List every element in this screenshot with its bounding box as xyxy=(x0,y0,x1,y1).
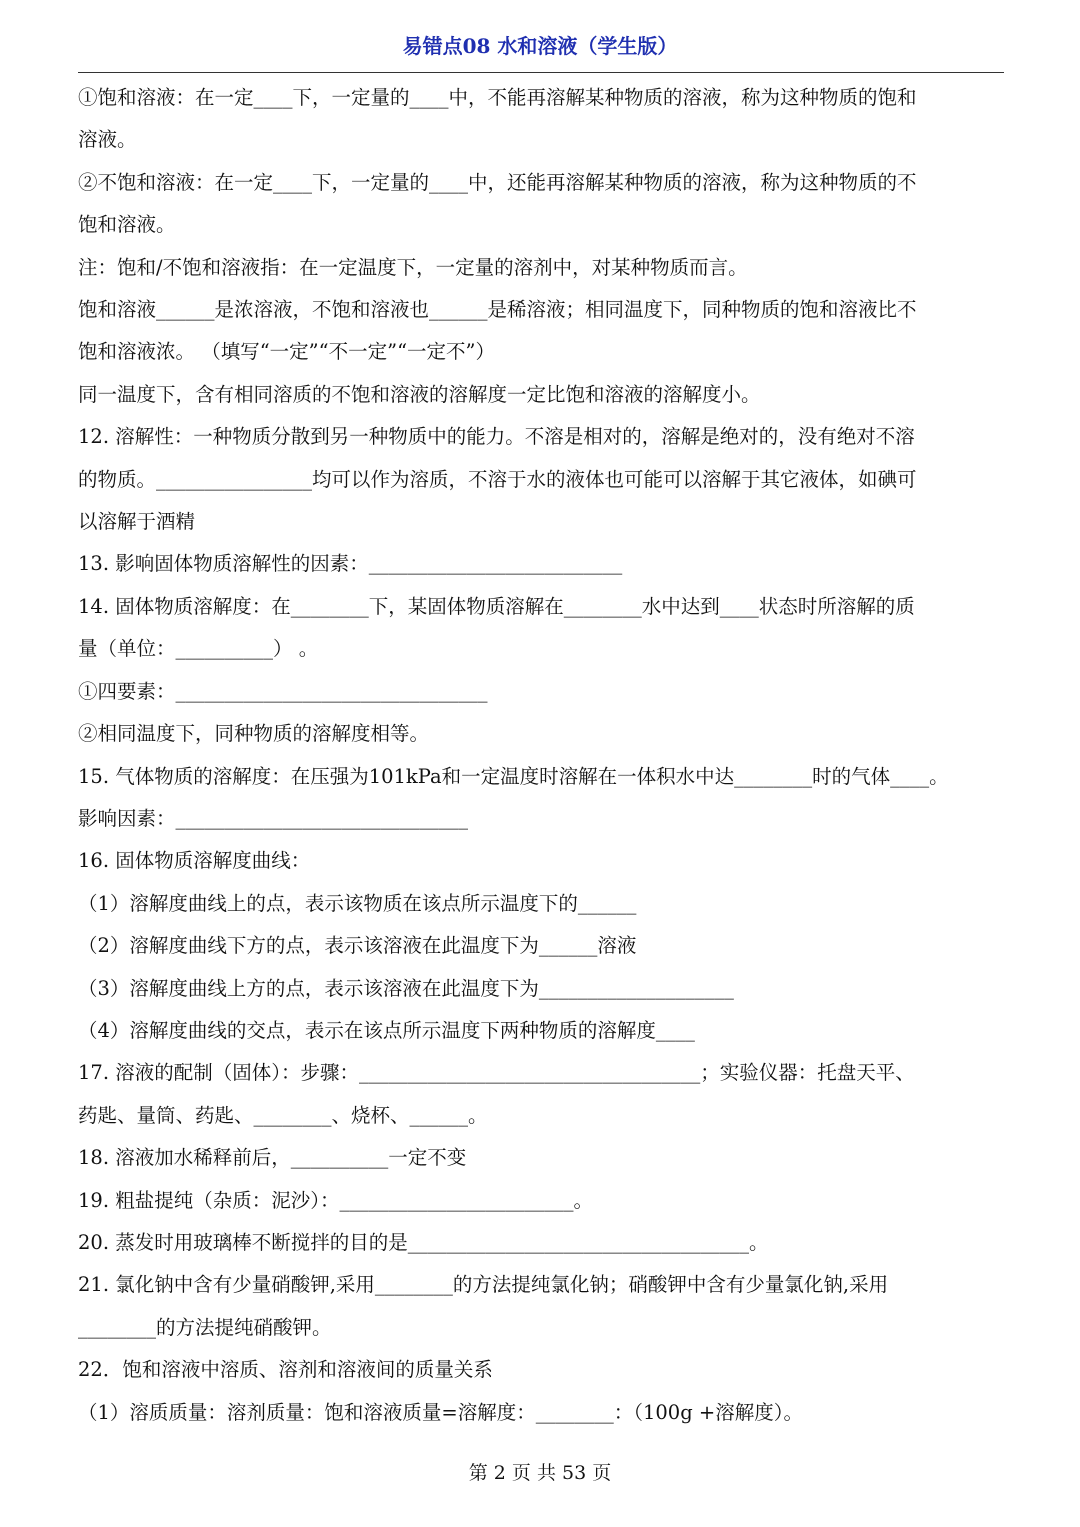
text-line: 12. 溶解性：一种物质分散到另一种物质中的能力。不溶是相对的，溶解是绝对的，没有绝对不溶 xyxy=(78,425,915,449)
text-line: 15. 气体物质的溶解度：在压强为101kPa和一定温度时溶解在一体积水中达________时的气体____。 xyxy=(78,764,949,788)
text-line: （1）溶解度曲线上的点，表示该物质在该点所示温度下的______ xyxy=(78,891,637,915)
text-line: ②不饱和溶液：在一定____下，一定量的____中，还能再溶解某种物质的溶液，称为这种物质的不 xyxy=(78,170,917,194)
text-line: 16. 固体物质溶解度曲线： xyxy=(78,849,311,873)
text-line: ①饱和溶液：在一定____下，一定量的____中，不能再溶解某种物质的溶液，称为这种物质的饱和 xyxy=(78,86,917,109)
text-line: 20. 蒸发时用玻璃棒不断搅拌的目的是___________________________________。 xyxy=(78,1230,769,1254)
text-line: 注：饱和/不饱和溶液指：在一定温度下，一定量的溶剂中，对某种物质而言。 xyxy=(78,255,748,279)
page-number-footer: 第 2 页 共 53 页 xyxy=(468,1462,612,1484)
text-line: 18. 溶液加水稀释前后，__________一定不变 xyxy=(78,1146,467,1170)
text-line: 量（单位：__________） 。 xyxy=(78,637,319,661)
text-line: 22．饱和溶液中溶质、溶剂和溶液间的质量关系 xyxy=(78,1358,493,1382)
text-line: 14. 固体物质溶解度：在________下，某固体物质溶解在________水中达到____状态时所溶解的质 xyxy=(78,594,915,618)
text-line: （4）溶解度曲线的交点，表示在该点所示温度下两种物质的溶解度____ xyxy=(78,1018,695,1042)
text-line: ②相同温度下，同种物质的溶解度相等。 xyxy=(78,722,430,746)
text-line: 21. 氯化钠中含有少量硝酸钾,采用________的方法提纯氯化钠；硝酸钾中含有少量氯化钠,采用 xyxy=(78,1273,889,1297)
text-line: 饱和溶液浓。 （填写“一定”“不一定”“一定不”） xyxy=(78,340,496,364)
text-line: （3）溶解度曲线上方的点，表示该溶液在此温度下为____________________ xyxy=(78,976,734,1000)
text-line: 的物质。________________均可以作为溶质，不溶于水的液体也可能可以溶解于其它液体，如碘可 xyxy=(78,467,917,491)
document-body xyxy=(78,77,1008,1434)
text-line: 13. 影响固体物质溶解性的因素：__________________________ xyxy=(78,552,623,576)
text-line: （1）溶质质量：溶剂质量：饱和溶液质量=溶解度：________：（100g +溶解度）。 xyxy=(78,1400,803,1424)
text-line: （2）溶解度曲线下方的点，表示该溶液在此温度下为______溶液 xyxy=(78,934,637,958)
text-line: 饱和溶液______是浓溶液，不饱和溶液也______是稀溶液；相同温度下，同种物质的饱和溶液比不 xyxy=(78,298,917,322)
text-line: ________的方法提纯硝酸钾。 xyxy=(78,1315,332,1339)
page-header-title: 易错点08 水和溶液（学生版） xyxy=(402,34,678,58)
text-line: 以溶解于酒精 xyxy=(78,510,196,534)
text-line: 溶液。 xyxy=(78,128,137,152)
text-line: 药匙、量筒、药匙、________、烧杯、______。 xyxy=(78,1103,488,1127)
text-line: 19. 粗盐提纯（杂质：泥沙）：________________________。 xyxy=(78,1188,593,1212)
header-divider xyxy=(78,72,1004,73)
text-line: 同一温度下，含有相同溶质的不饱和溶液的溶解度一定比饱和溶液的溶解度小。 xyxy=(78,382,761,406)
text-line: 影响因素：______________________________ xyxy=(78,806,469,830)
text-line: 17. 溶液的配制（固体）：步骤：___________________________________；实验仪器：托盘天平、 xyxy=(78,1061,915,1085)
text-line: 饱和溶液。 xyxy=(78,213,176,237)
text-line: ①四要素：________________________________ xyxy=(78,679,488,703)
